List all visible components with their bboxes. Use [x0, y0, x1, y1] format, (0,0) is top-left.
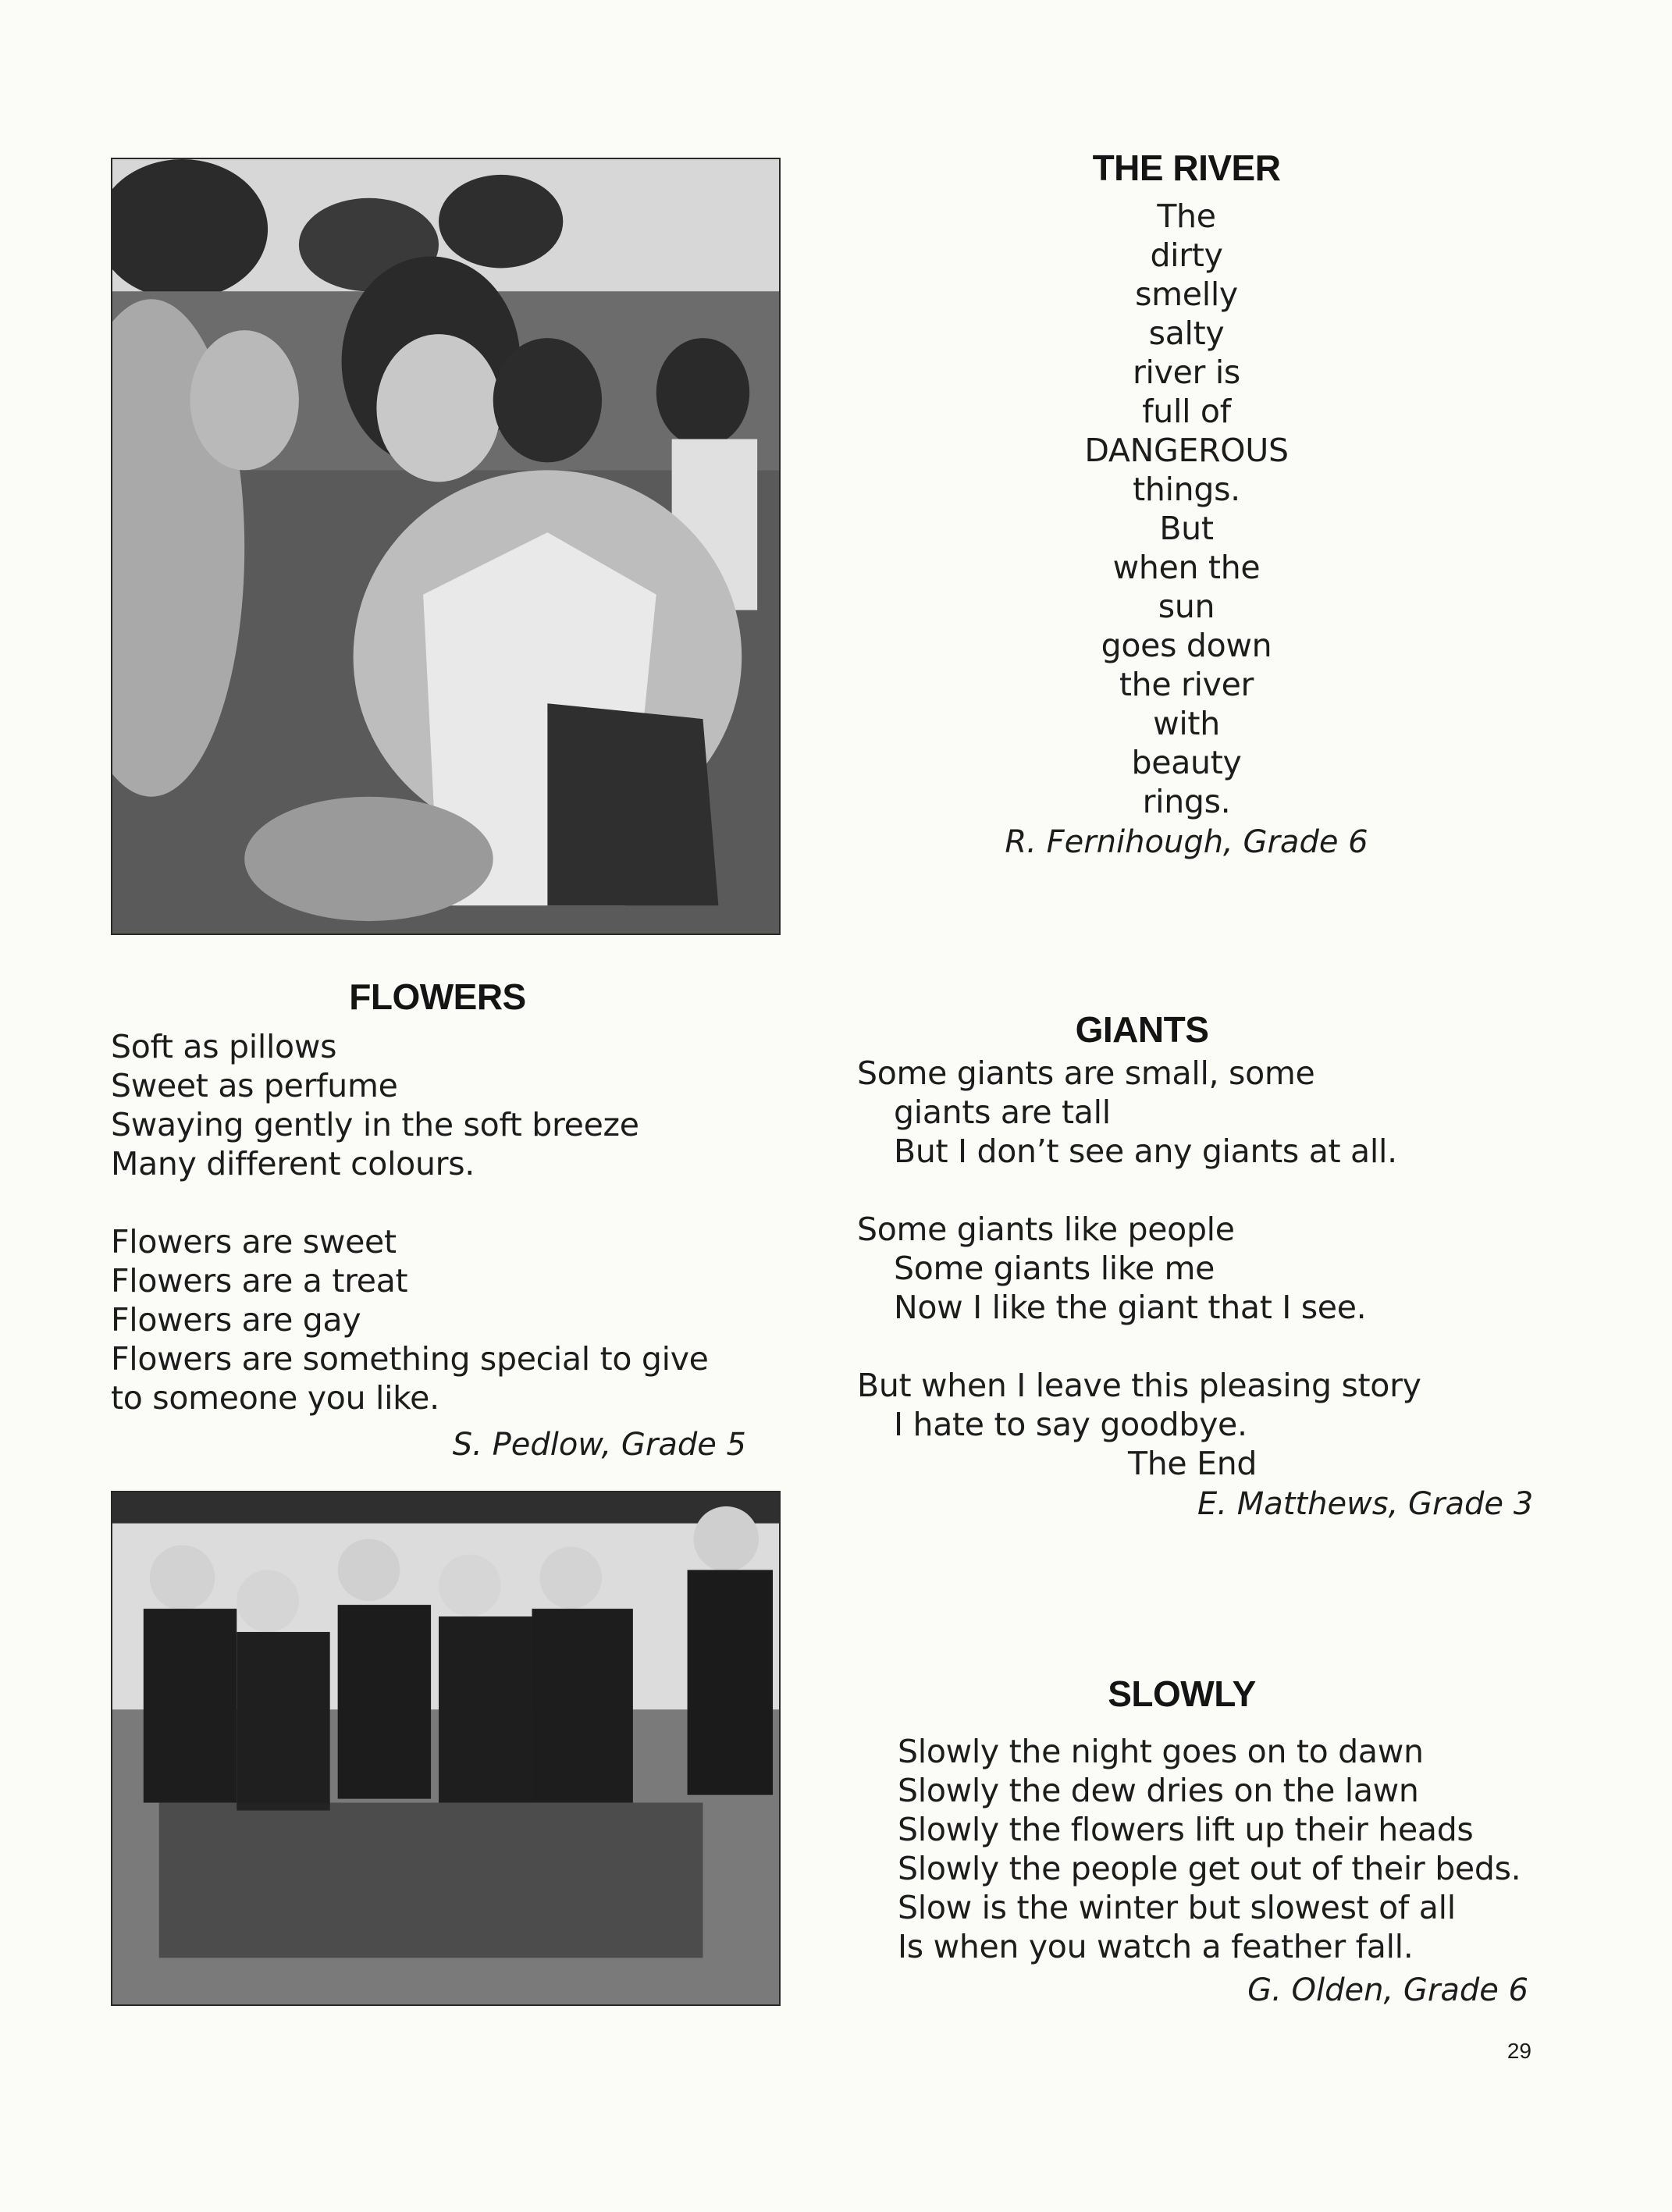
poem-line: Is when you watch a feather fall.: [898, 1928, 1414, 1965]
poem-line: Many different colours.: [111, 1145, 475, 1182]
poem-slowly: [898, 1673, 1569, 2008]
poem-line: The End: [1128, 1445, 1258, 1482]
poem-line: dirty: [1150, 236, 1223, 274]
poem-line: goes down: [1101, 627, 1272, 664]
poem-line: But I don’t see any giants at all.: [894, 1133, 1397, 1170]
poem-line: things.: [1133, 471, 1240, 508]
poem-line: Slowly the flowers lift up their heads: [898, 1811, 1474, 1848]
poem-line: the river: [1119, 666, 1254, 703]
poem-line: sun: [1158, 588, 1215, 625]
poem-body: [857, 1054, 1560, 1483]
poem-line: beauty: [1131, 744, 1242, 781]
poem-line: But: [1159, 510, 1214, 547]
photo-girls-in-uniforms: [111, 1491, 781, 2006]
poem-line: I hate to say goodbye.: [894, 1406, 1247, 1443]
poem-line: rings.: [1142, 783, 1231, 820]
poem-giants: [857, 1008, 1560, 1522]
poem-line: DANGEROUS: [1084, 432, 1289, 469]
poem-author: G. Olden, Grade 6: [1247, 1972, 1528, 2008]
poem-line: Now I like the giant that I see.: [894, 1289, 1367, 1326]
poem-author: R. Fernihough, Grade 6: [1005, 824, 1368, 860]
poem-line: Slowly the night goes on to dawn: [898, 1733, 1424, 1770]
poem-line: smelly: [1135, 276, 1238, 313]
poem-line: with: [1153, 705, 1220, 742]
poem-body: [898, 1732, 1569, 1966]
poem-line: Flowers are something special to give: [111, 1340, 709, 1378]
poem-line: But when I leave this pleasing story: [857, 1367, 1421, 1404]
poem-title: FLOWERS: [349, 976, 526, 1017]
poem-line: Some giants like people: [857, 1211, 1235, 1248]
poem-author: E. Matthews, Grade 3: [1197, 1486, 1534, 1522]
poem-line: giants are tall: [894, 1094, 1111, 1131]
poem-line: Soft as pillows: [111, 1028, 337, 1065]
poem-the-river: [984, 147, 1389, 860]
poem-line: to someone you like.: [111, 1379, 439, 1417]
poem-line: full of: [1142, 393, 1231, 430]
poem-line: Some giants are small, some: [857, 1054, 1315, 1092]
poem-line: Some giants like me: [894, 1250, 1215, 1287]
poem-line: Slowly the people get out of their beds.: [898, 1850, 1521, 1887]
poem-author: S. Pedlow, Grade 5: [452, 1427, 746, 1463]
page-number: 29: [1507, 2039, 1531, 2063]
poem-line: Swaying gently in the soft breeze: [111, 1106, 639, 1143]
poem-line: The: [1157, 197, 1216, 235]
poem-line: Slowly the dew dries on the lawn: [898, 1772, 1419, 1809]
poem-line: Flowers are gay: [111, 1301, 361, 1339]
photo-children-singing: [111, 158, 781, 935]
poem-line: Flowers are a treat: [111, 1262, 408, 1300]
poem-title: SLOWLY: [1108, 1673, 1256, 1714]
poem-title: GIANTS: [1075, 1009, 1209, 1050]
poem-flowers: [111, 976, 782, 1463]
poem-line: Sweet as perfume: [111, 1067, 398, 1104]
poem-line: Flowers are sweet: [111, 1223, 397, 1261]
poem-line: salty: [1148, 315, 1225, 352]
poem-body: [111, 1027, 782, 1417]
poem-line: when the: [1112, 549, 1261, 586]
poem-line: river is: [1133, 354, 1240, 391]
poem-body: [984, 197, 1389, 821]
poem-title: THE RIVER: [1092, 148, 1281, 188]
poem-line: Slow is the winter but slowest of all: [898, 1889, 1456, 1926]
